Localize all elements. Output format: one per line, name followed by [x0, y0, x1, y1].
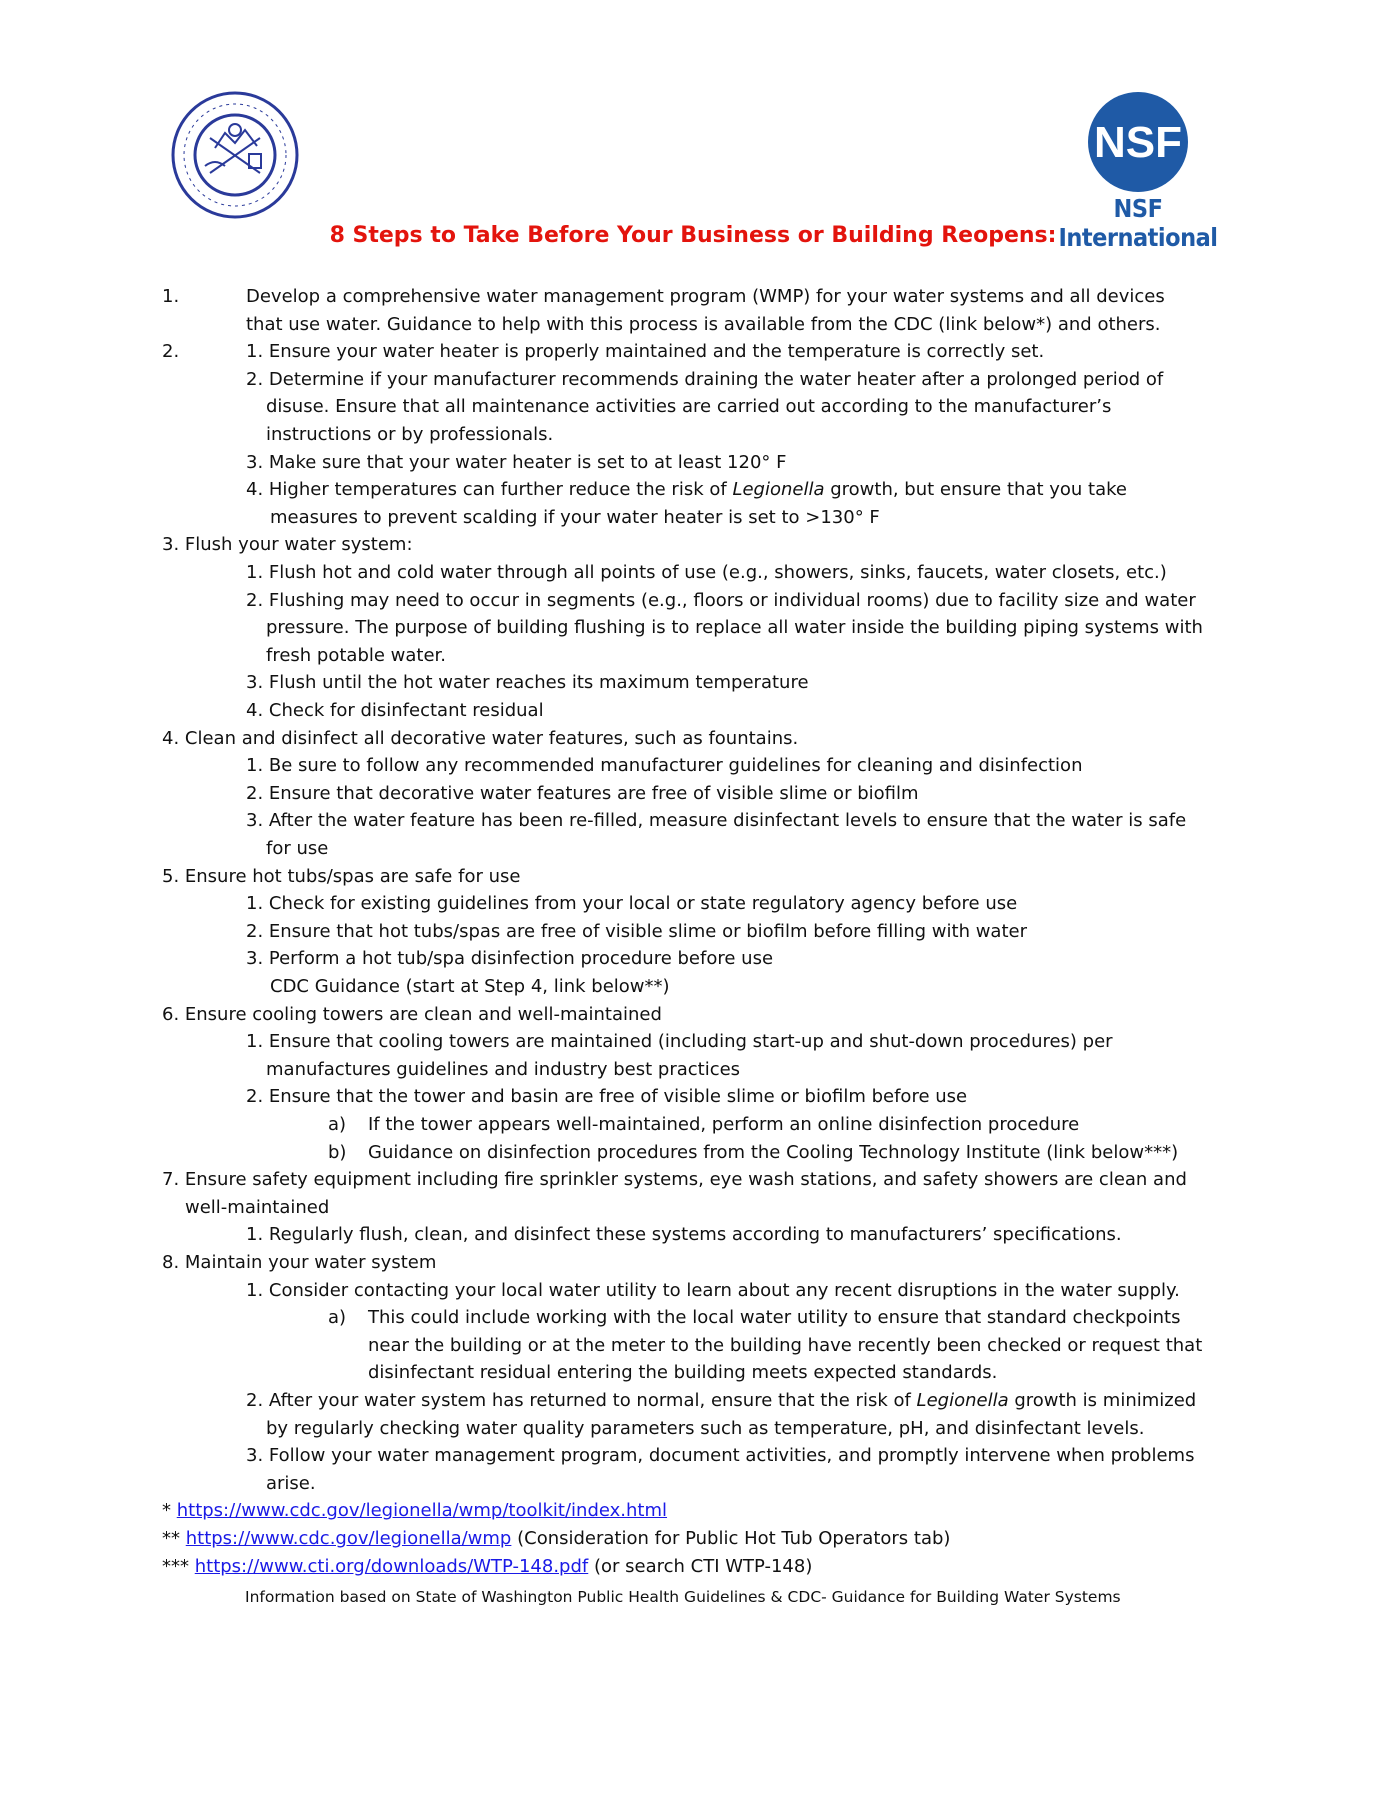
- list-line: well-maintained: [185, 1196, 330, 1218]
- list-line: [246, 476, 1127, 504]
- nsf-circle-icon: [1052, 92, 1224, 192]
- list-line: arise.: [266, 1472, 316, 1494]
- list-line: 3. Perform a hot tub/spa disinfection procedure before use: [246, 948, 774, 970]
- list-line: [162, 1553, 812, 1581]
- list-line: 1. Ensure your water heater is properly maintained and the temperature is correctly set.: [246, 341, 1045, 363]
- list-line: 2. Determine if your manufacturer recommends draining the water heater after a prolonged period of: [246, 368, 1164, 390]
- list-line: 3. After the water feature has been re-filled, measure disinfectant levels to ensure that the water is safe: [246, 810, 1187, 832]
- list-line: pressure. The purpose of building flushing is to replace all water inside the building piping systems with: [266, 617, 1203, 639]
- reference-link[interactable]: https://www.cdc.gov/legionella/wmp/toolkit/index.html: [176, 1500, 668, 1522]
- line-text: ***: [162, 1555, 195, 1577]
- list-line: 8. Maintain your water system: [162, 1252, 437, 1273]
- line-text: growth, but ensure that you take: [824, 479, 1127, 501]
- line-text: (Consideration for Public Hot Tub Operators tab): [511, 1528, 951, 1549]
- list-line: If the tower appears well-maintained, perform an online disinfection procedure: [368, 1114, 1080, 1135]
- list-line: 1. Be sure to follow any recommended manufacturer guidelines for cleaning and disinfection: [246, 755, 1083, 777]
- list-line: 2. Ensure that the tower and basin are free of visible slime or biofilm before use: [246, 1086, 968, 1108]
- list-line: near the building or at the meter to the building have recently been checked or request that: [368, 1334, 1203, 1356]
- nsf-international-label: NSF International: [1058, 194, 1218, 252]
- list-line: 2. Flushing may need to occur in segments (e.g., floors or individual rooms) due to facility size and water: [246, 589, 1196, 611]
- list-marker: b): [328, 1141, 347, 1163]
- line-text: *: [162, 1500, 177, 1522]
- list-line: measures to prevent scalding if your water heater is set to >130° F: [270, 506, 880, 528]
- source-note: Information based on State of Washington Public Health Guidelines & CDC- Guidance for Building Water Systems: [245, 1588, 1121, 1606]
- list-line: [162, 1497, 667, 1525]
- list-line: 3. Flush until the hot water reaches its maximum temperature: [246, 672, 809, 694]
- list-line: 2. Ensure that hot tubs/spas are free of visible slime or biofilm before filling with water: [246, 920, 1027, 942]
- list-line: CDC Guidance (start at Step 4, link below**): [270, 976, 670, 997]
- list-line: instructions or by professionals.: [266, 424, 554, 445]
- list-line: [246, 1387, 1196, 1415]
- list-line: 1. Flush hot and cold water through all points of use (e.g., showers, sinks, faucets, water closets, etc.): [246, 562, 1167, 583]
- italic-term: Legionella: [916, 1390, 1009, 1411]
- list-line: This could include working with the local water utility to ensure that standard checkpoints: [368, 1307, 1181, 1329]
- list-line: manufactures guidelines and industry best practices: [266, 1058, 741, 1080]
- list-line: 4. Check for disinfectant residual: [246, 700, 544, 721]
- list-line: fresh potable water.: [266, 644, 447, 666]
- reference-link[interactable]: https://www.cdc.gov/legionella/wmp: [185, 1528, 512, 1549]
- line-text: growth is minimized: [1008, 1390, 1197, 1411]
- nsf-logo: [1052, 92, 1224, 252]
- list-line: disuse. Ensure that all maintenance activities are carried out according to the manufacturer’s: [266, 396, 1112, 418]
- nsf-mark-text: NSF: [1094, 118, 1182, 167]
- list-line: Guidance on disinfection procedures from the Cooling Technology Institute (link below***): [368, 1141, 1179, 1163]
- list-line: disinfectant residual entering the building meets expected standards.: [368, 1362, 998, 1384]
- list-line: by regularly checking water quality parameters such as temperature, pH, and disinfectant levels.: [266, 1417, 1145, 1439]
- list-line: 1. Consider contacting your local water utility to learn about any recent disruptions in the water supply.: [246, 1279, 1180, 1301]
- line-text: 4. Higher temperatures can further reduce the risk of: [246, 479, 733, 501]
- list-line: 3. Make sure that your water heater is set to at least 120° F: [246, 451, 787, 473]
- list-marker: 1.: [162, 286, 180, 307]
- page-title: 8 Steps to Take Before Your Business or Building Reopens:: [329, 223, 1057, 248]
- list-line: 5. Ensure hot tubs/spas are safe for use: [162, 865, 521, 887]
- list-line: 3. Follow your water management program, document activities, and promptly intervene when problems: [246, 1445, 1195, 1467]
- line-text: **: [162, 1528, 186, 1549]
- list-line: for use: [266, 838, 329, 859]
- list-line: [162, 1525, 950, 1553]
- line-text: (or search CTI WTP-148): [588, 1555, 813, 1577]
- line-text: 2. After your water system has returned to normal, ensure that the risk of: [246, 1390, 917, 1411]
- italic-term: Legionella: [732, 479, 825, 501]
- list-marker: 2.: [162, 341, 180, 363]
- list-line: that use water. Guidance to help with this process is available from the CDC (link below*) and others.: [246, 313, 1161, 335]
- list-line: 1. Regularly flush, clean, and disinfect these systems according to manufacturers’ specifications.: [246, 1224, 1122, 1246]
- list-line: 3. Flush your water system:: [162, 534, 413, 556]
- list-marker: a): [328, 1307, 347, 1329]
- ohio-association-logo: [165, 88, 305, 223]
- list-line: Develop a comprehensive water management program (WMP) for your water systems and all devices: [246, 286, 1165, 307]
- list-line: 4. Clean and disinfect all decorative water features, such as fountains.: [162, 727, 799, 749]
- list-line: 1. Ensure that cooling towers are maintained (including start-up and shut-down procedures) per: [246, 1031, 1113, 1053]
- list-marker: a): [328, 1114, 347, 1135]
- list-line: 2. Ensure that decorative water features are free of visible slime or biofilm: [246, 782, 919, 804]
- list-line: 1. Check for existing guidelines from your local or state regulatory agency before use: [246, 893, 1018, 915]
- reference-link[interactable]: https://www.cti.org/downloads/WTP-148.pdf: [194, 1555, 589, 1577]
- list-line: 6. Ensure cooling towers are clean and well-maintained: [162, 1003, 662, 1025]
- list-line: 7. Ensure safety equipment including fire sprinkler systems, eye wash stations, and safety showers are clean and: [162, 1169, 1187, 1191]
